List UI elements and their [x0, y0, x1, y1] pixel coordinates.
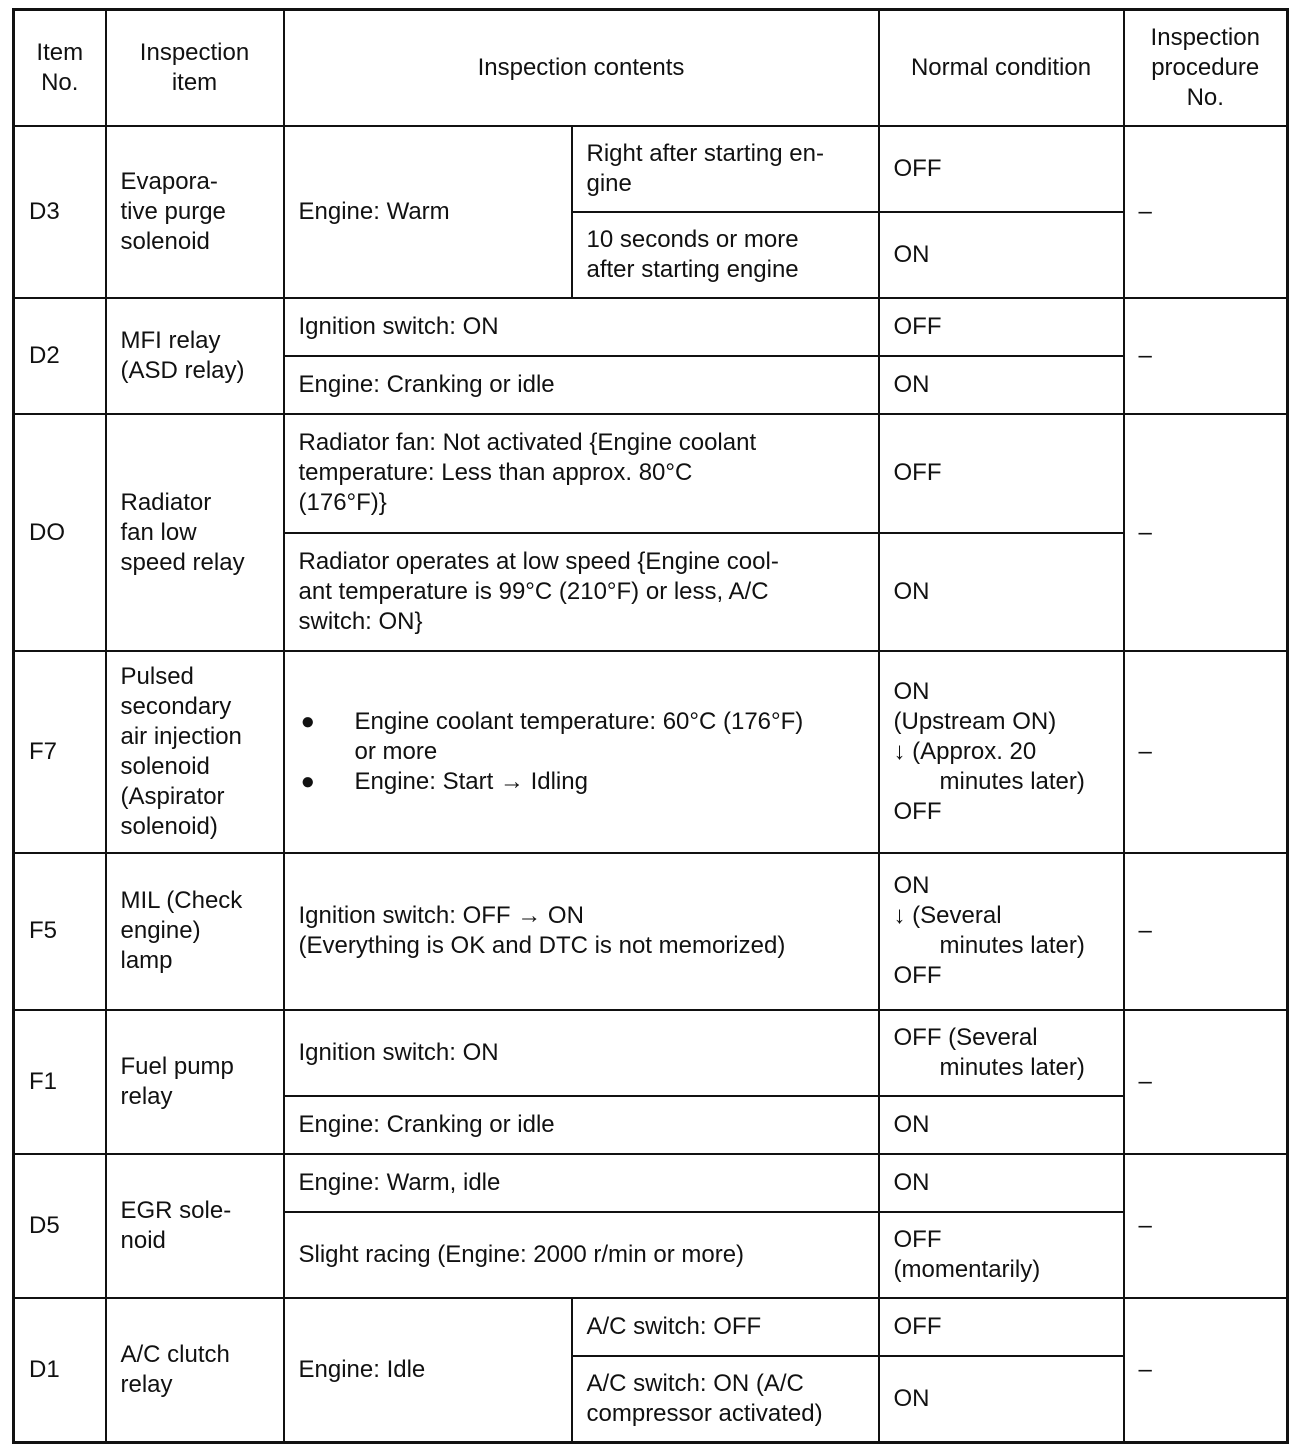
inspection-item: EGR sole- noid	[106, 1154, 284, 1298]
inspection-contents: Ignition switch: ON	[284, 1010, 879, 1096]
inspection-subcondition: 10 seconds or more after starting engine	[572, 212, 879, 298]
bullet-icon: ●	[300, 707, 315, 735]
normal-condition: ON	[879, 356, 1124, 414]
normal-condition: OFF (Several minutes later)	[879, 1010, 1124, 1096]
inspection-subcondition: A/C switch: OFF	[572, 1298, 879, 1356]
inspection-item: Evapora- tive purge solenoid	[106, 126, 284, 298]
header-inspection-contents: Inspection contents	[284, 10, 879, 126]
item-no: DO	[14, 414, 106, 650]
inspection-contents	[284, 651, 879, 853]
table-row-f1	[14, 1010, 1288, 1096]
inspection-item: Radiator fan low speed relay	[106, 414, 284, 650]
inspection-subcondition: Right after starting en- gine	[572, 126, 879, 212]
inspection-contents: Engine: Warm, idle	[284, 1154, 879, 1212]
inspection-item: Pulsed secondary air injection solenoid (Aspirator solenoid)	[106, 651, 284, 853]
normal-condition: OFF (momentarily)	[879, 1212, 1124, 1298]
inspection-item: A/C clutch relay	[106, 1298, 284, 1442]
procedure-no: –	[1124, 1010, 1288, 1154]
table-row-d2	[14, 298, 1288, 356]
inspection-item: Fuel pump relay	[106, 1010, 284, 1154]
header-inspection-item: Inspection item	[106, 10, 284, 126]
item-no: D5	[14, 1154, 106, 1298]
procedure-no: –	[1124, 298, 1288, 414]
procedure-no: –	[1124, 1154, 1288, 1298]
inspection-contents: Radiator operates at low speed {Engine cool- ant temperature is 99°C (210°F) or less, A/C switch: ON}	[284, 533, 879, 651]
bullet-icon: ●	[300, 767, 315, 795]
item-no: F7	[14, 651, 106, 853]
normal-condition: OFF	[879, 298, 1124, 356]
inspection-table	[12, 8, 1289, 1444]
inspection-contents: Ignition switch: OFF → ON (Everything is OK and DTC is not memorized)	[284, 853, 879, 1009]
item-no: F1	[14, 1010, 106, 1154]
inspection-contents: Radiator fan: Not activated {Engine coolant temperature: Less than approx. 80°C (176°F)}	[284, 414, 879, 532]
normal-condition: OFF	[879, 126, 1124, 212]
item-no: F5	[14, 853, 106, 1009]
item-no: D1	[14, 1298, 106, 1442]
inspection-contents: Slight racing (Engine: 2000 r/min or more)	[284, 1212, 879, 1298]
header-procedure-no: Inspection procedure No.	[1124, 10, 1288, 126]
procedure-no: –	[1124, 651, 1288, 853]
procedure-no: –	[1124, 414, 1288, 650]
inspection-condition: Engine: Idle	[284, 1298, 572, 1442]
normal-condition: ON	[879, 212, 1124, 298]
item-no: D3	[14, 126, 106, 298]
table-row-d0	[14, 414, 1288, 532]
item-no: D2	[14, 298, 106, 414]
procedure-no: –	[1124, 853, 1288, 1009]
normal-condition: ON	[879, 1154, 1124, 1212]
table-row-d1	[14, 1298, 1288, 1356]
table-row-f5	[14, 853, 1288, 1009]
normal-condition: ON	[879, 1356, 1124, 1442]
header-normal-condition: Normal condition	[879, 10, 1124, 126]
normal-condition: ON	[879, 533, 1124, 651]
table-row-f7	[14, 651, 1288, 853]
list-item: ● Engine: Start → Idling	[300, 767, 588, 795]
table-row-d3	[14, 126, 1288, 212]
normal-condition: ON (Upstream ON) ↓ (Approx. 20 minutes later) OFF	[879, 651, 1124, 853]
normal-condition: ON	[879, 1096, 1124, 1154]
inspection-contents: Ignition switch: ON	[284, 298, 879, 356]
inspection-contents: Engine: Cranking or idle	[284, 356, 879, 414]
inspection-item: MIL (Check engine) lamp	[106, 853, 284, 1009]
normal-condition: OFF	[879, 1298, 1124, 1356]
procedure-no: –	[1124, 126, 1288, 298]
bullet-list	[299, 707, 864, 797]
header-row	[14, 10, 1288, 126]
normal-condition: ON ↓ (Several minutes later) OFF	[879, 853, 1124, 1009]
normal-condition: OFF	[879, 414, 1124, 532]
inspection-subcondition: A/C switch: ON (A/C compressor activated)	[572, 1356, 879, 1442]
inspection-condition: Engine: Warm	[284, 126, 572, 298]
header-item-no: Item No.	[14, 10, 106, 126]
inspection-contents: Engine: Cranking or idle	[284, 1096, 879, 1154]
list-item: ● Engine coolant temperature: 60°C (176°F) or more	[300, 707, 804, 765]
inspection-item: MFI relay (ASD relay)	[106, 298, 284, 414]
procedure-no: –	[1124, 1298, 1288, 1442]
table-row-d5	[14, 1154, 1288, 1212]
